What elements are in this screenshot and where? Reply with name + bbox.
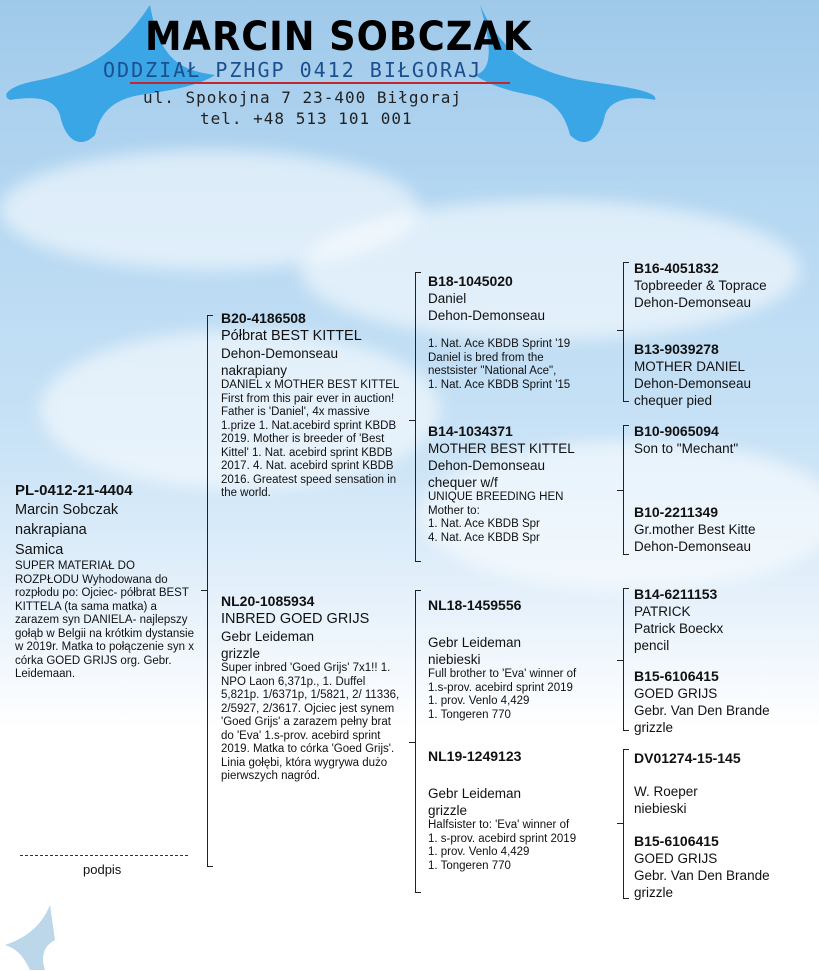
mm-color: grizzle xyxy=(428,803,468,818)
mm-breeder: Gebr Leideman xyxy=(428,786,522,801)
great-grandparent-card xyxy=(634,668,814,736)
great-grandparent-card xyxy=(634,260,814,311)
ggp-line: grizzle xyxy=(634,885,674,900)
ggp-line: Gebr. Van Den Brande xyxy=(634,703,770,718)
breeder-name: MARCIN SOBCZAK xyxy=(145,14,533,60)
mm-note: 1. Tongeren 770 xyxy=(428,859,511,872)
ggp-line: Dehon-Demonseau xyxy=(634,376,752,391)
ff-note: 1. Nat. Ace KBDB Sprint '19 xyxy=(428,338,571,350)
mother-card xyxy=(221,593,411,784)
signature-label: podpis xyxy=(83,862,122,877)
maternal-grandmother-card xyxy=(428,748,618,873)
mother-grandparents-bracket xyxy=(415,590,416,893)
fm-breeder: Dehon-Demonseau xyxy=(428,458,546,473)
mf-note: 1. prov. Venlo 4,429 xyxy=(428,695,530,707)
ggp-line: PATRICK xyxy=(634,604,691,619)
father-color: nakrapiany xyxy=(221,363,288,378)
father-card xyxy=(221,310,407,501)
father-notes: DANIEL x MOTHER BEST KITTEL First from this pair ever in auction! Father is 'Daniel', 4x massive 1.prize 1. Nat.acebird sprint KBDB 2019. Mother is breeder of 'Best Kittel' 1. Nat. acebird sprint KBDB 2017. 4. Nat. acebird sprint KBDB 2016. Greatest speed sensation in the world. xyxy=(221,379,399,499)
great-grandparent-card xyxy=(634,586,814,654)
great-grandparent-card xyxy=(634,833,814,901)
signature-line xyxy=(20,855,188,856)
mm-note: Halfsister to: 'Eva' winner of xyxy=(428,819,570,831)
fm-note: 1. Nat. Ace KBDB Spr xyxy=(428,518,540,530)
ggp-bracket-2 xyxy=(623,425,624,555)
ff-note: 1. Nat. Ace KBDB Sprint '15 xyxy=(428,378,571,391)
mother-name: INBRED GOED GRIJS xyxy=(221,611,370,627)
branch-name: ODDZIAŁ PZHGP 0412 BIŁGORAJ xyxy=(103,58,483,82)
pigeon-silhouette-icon xyxy=(0,900,60,971)
ggp-line: GOED GRIJS xyxy=(634,851,718,866)
phone: tel. +48 513 101 001 xyxy=(200,109,413,128)
pigeon-ring: PL-0412-21-4404 xyxy=(15,482,133,499)
pigeon-card xyxy=(15,481,200,682)
ggp-bracket-4 xyxy=(623,749,624,899)
pigeon-sex: Samica xyxy=(15,542,64,558)
mother-color: grizzle xyxy=(221,646,261,661)
mother-breeder: Gebr Leideman xyxy=(221,629,315,644)
fm-color: chequer w/f xyxy=(428,475,498,490)
great-grandparent-card xyxy=(634,750,814,817)
fm-note: UNIQUE BREEDING HEN xyxy=(428,491,564,503)
mother-ring: NL20-1085934 xyxy=(221,593,315,609)
father-grandparents-bracket xyxy=(415,272,416,562)
ggp-line: MOTHER DANIEL xyxy=(634,359,746,374)
ggp-bracket-3 xyxy=(623,588,624,731)
ggp-ring: B13-9039278 xyxy=(634,341,719,357)
mother-notes: Super inbred 'Goed Grijs' 7x1!! 1. NPO Laon 6,371p., 1. Duffel 5,821p. 1/6371p, 1/5821, 2/ 11336, 2/5927, 2/3617. Ojciec jest synem 'Goed Grijs' a zarazem pełny brat do 'Eva' 1.s-prov. acebird sprint 2019. Matka to córka 'Goed Grijs'. Linia gołębi, która wygrywa dużo pierwszych nagród. xyxy=(221,662,400,782)
header-divider xyxy=(130,82,510,84)
ggp-line: Gr.mother Best Kitte xyxy=(634,522,756,537)
ggp-line: Patrick Boeckx xyxy=(634,621,724,636)
mf-note: 1.s-prov. acebird sprint 2019 xyxy=(428,681,573,694)
ggp-ring: B16-4051832 xyxy=(634,260,719,276)
great-grandparent-card xyxy=(634,341,814,409)
mm-note: 1. prov. Venlo 4,429 xyxy=(428,846,530,858)
ggp-ring: B10-9065094 xyxy=(634,423,719,439)
parents-bracket xyxy=(207,315,208,867)
address: ul. Spokojna 7 23-400 Biłgoraj xyxy=(143,88,462,107)
mf-note: 1. Tongeren 770 xyxy=(428,708,511,721)
fm-note: Mother to: xyxy=(428,504,480,517)
ggp-line: Dehon-Demonseau xyxy=(634,539,752,554)
ggp-line: chequer pied xyxy=(634,393,713,408)
pigeon-owner: Marcin Sobczak xyxy=(15,502,119,518)
ggp-line: W. Roeper xyxy=(634,784,698,799)
ff-note: nestsister "National Ace", xyxy=(428,365,557,377)
father-breeder: Dehon-Demonseau xyxy=(221,346,339,361)
connector xyxy=(201,590,207,591)
paternal-grandfather-card xyxy=(428,273,618,392)
maternal-grandfather-card xyxy=(428,597,618,722)
ff-note: Daniel is bred from the xyxy=(428,351,544,364)
ggp-line: niebieski xyxy=(634,801,687,816)
great-grandparent-card xyxy=(634,423,814,457)
ggp-line: Gebr. Van Den Brande xyxy=(634,868,770,883)
ggp-ring: B10-2211349 xyxy=(634,504,719,520)
ggp-ring: DV01274-15-145 xyxy=(634,750,741,766)
mf-ring: NL18-1459556 xyxy=(428,597,522,613)
ff-breeder: Dehon-Demonseau xyxy=(428,308,546,323)
paternal-grandmother-card xyxy=(428,423,618,545)
ggp-line: Son to "Mechant" xyxy=(634,441,739,456)
pigeon-notes: SUPER MATERIAŁ DO ROZPŁODU Wyhodowana do rozpłodu po: Ojciec- półbrat BEST KITTELA (ta sama matka) a zarazem syn DANIELA- najlepszy gołąb w Belgii na krótkim dystansie w 2019r. Matka to połączenie syn x córka GOED GRIJS org. Gebr. Leidemaan. xyxy=(15,560,194,680)
ggp-line: pencil xyxy=(634,638,670,653)
connector xyxy=(409,420,415,421)
ggp-ring: B15-6106415 xyxy=(634,833,719,849)
mf-color: niebieski xyxy=(428,652,481,667)
fm-note: 4. Nat. Ace KBDB Spr xyxy=(428,531,540,544)
ff-name: Daniel xyxy=(428,291,467,306)
ggp-line: grizzle xyxy=(634,720,674,735)
fm-ring: B14-1034371 xyxy=(428,423,513,439)
mf-note: Full brother to 'Eva' winner of xyxy=(428,668,577,680)
father-name: Półbrat BEST KITTEL xyxy=(221,328,362,344)
ggp-line: Topbreeder & Toprace xyxy=(634,278,767,293)
ggp-line: Dehon-Demonseau xyxy=(634,295,752,310)
fm-name: MOTHER BEST KITTEL xyxy=(428,441,575,456)
mm-ring: NL19-1249123 xyxy=(428,748,522,764)
ggp-line: GOED GRIJS xyxy=(634,686,718,701)
ggp-bracket-1 xyxy=(623,262,624,402)
pigeon-color: nakrapiana xyxy=(15,522,87,538)
mm-note: 1. s-prov. acebird sprint 2019 xyxy=(428,832,577,845)
father-ring: B20-4186508 xyxy=(221,310,306,326)
ggp-ring: B14-6211153 xyxy=(634,586,718,602)
ff-ring: B18-1045020 xyxy=(428,273,513,289)
ggp-ring: B15-6106415 xyxy=(634,668,719,684)
great-grandparent-card xyxy=(634,504,814,555)
mf-breeder: Gebr Leideman xyxy=(428,635,522,650)
